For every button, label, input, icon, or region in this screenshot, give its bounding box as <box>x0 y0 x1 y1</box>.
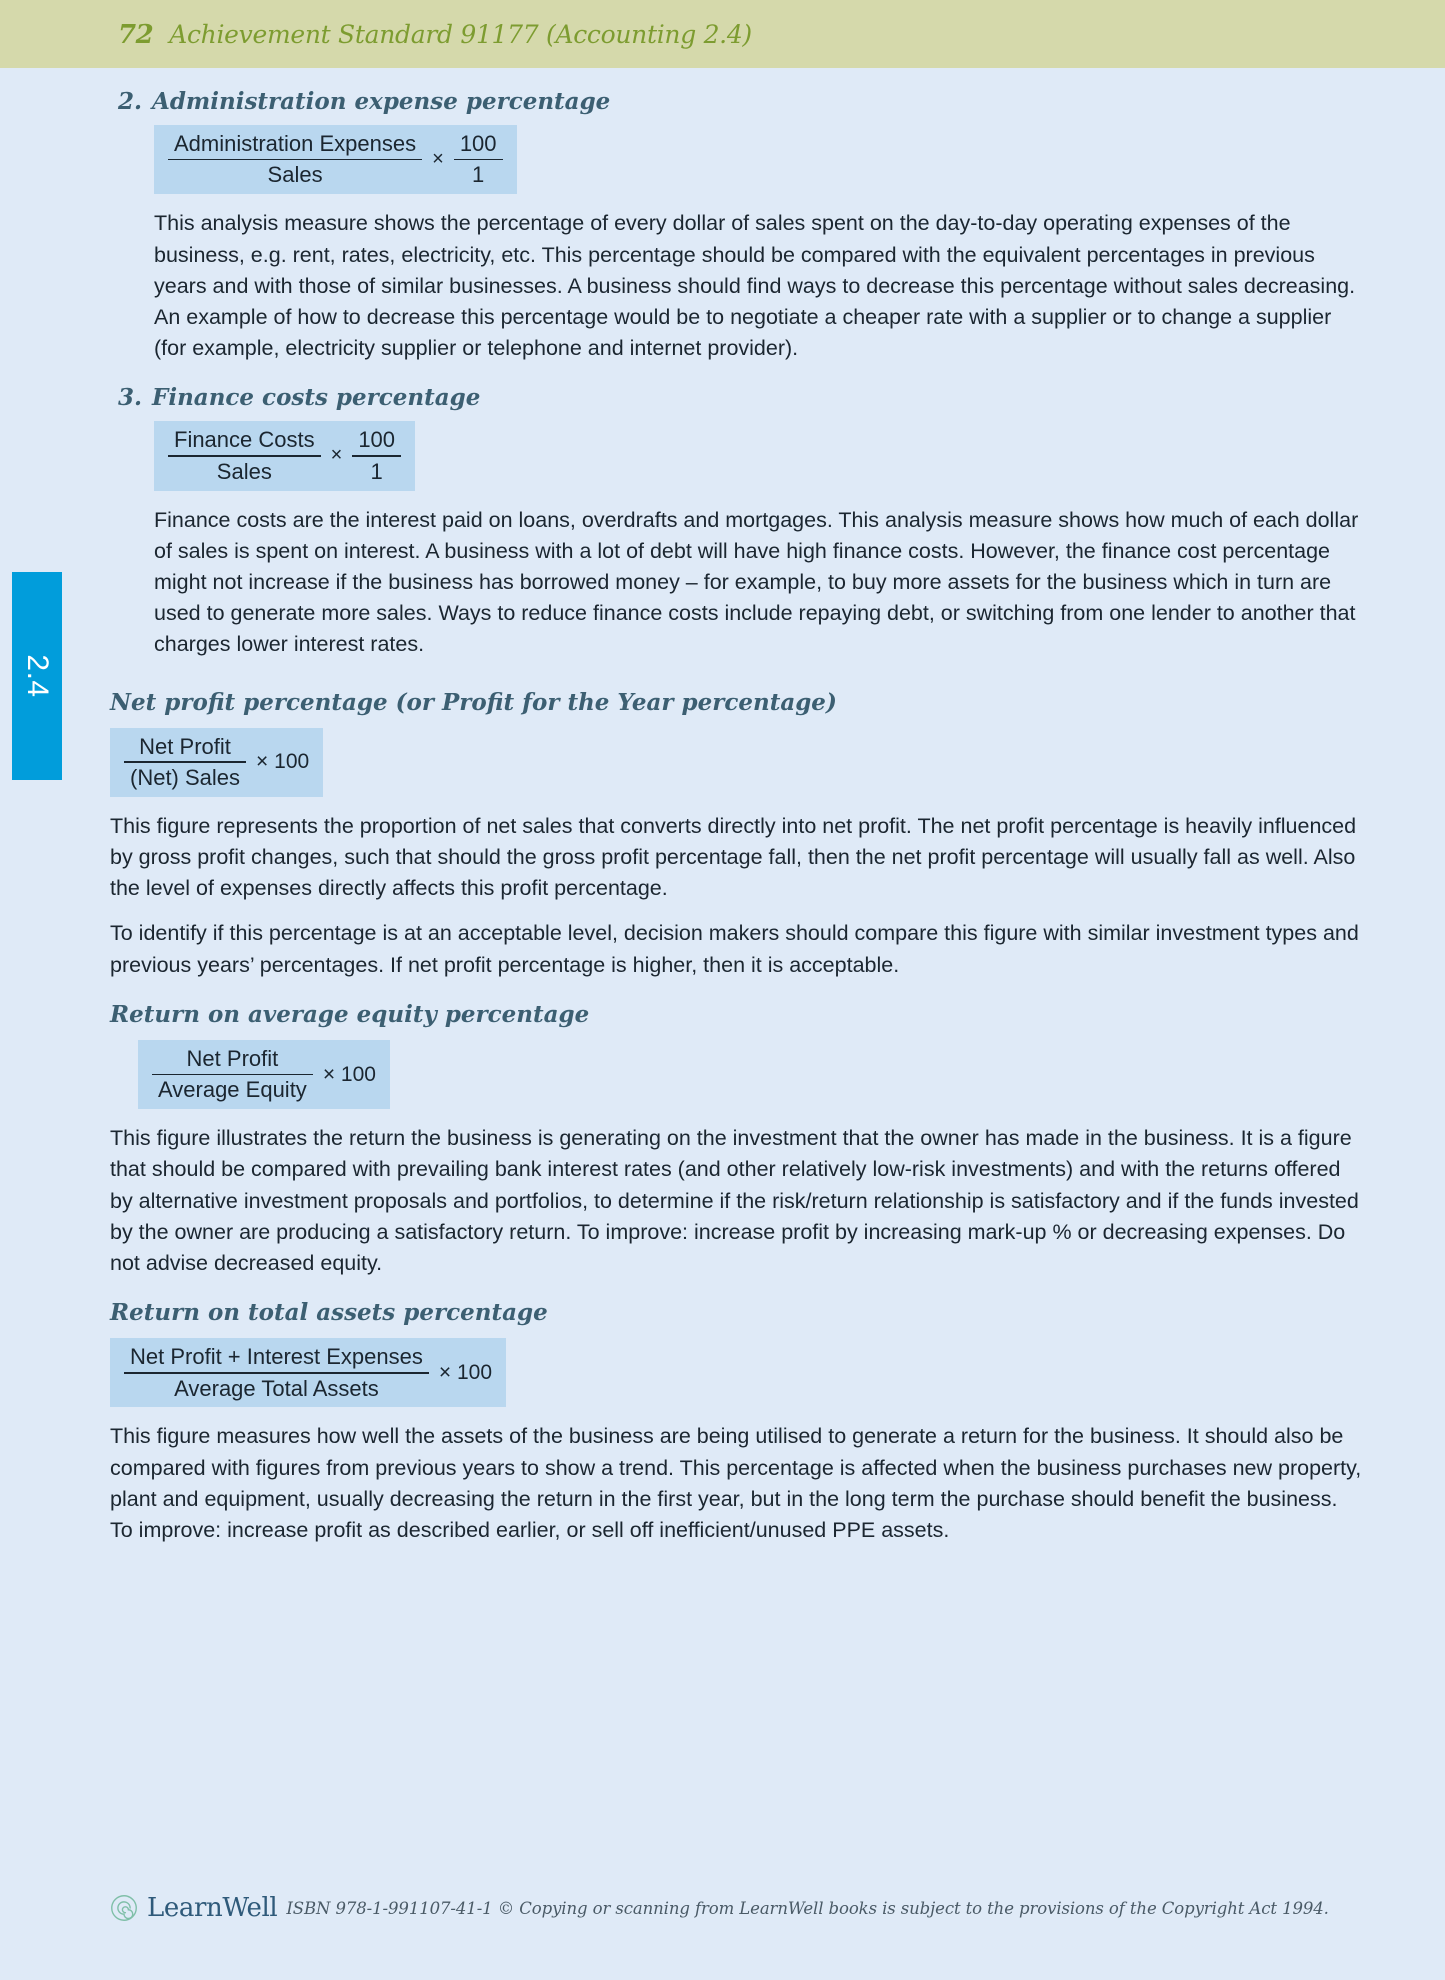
section-number: 2. <box>118 88 143 115</box>
paragraph-return-avg-equity: This figure illustrates the return the business is generating on the investment that the owner has made in the business. It is a figure that should be compared with prevailing bank interest rates (and other relatively low-risk investments) and with the returns offered by alternative investment proposals and portfolios, to determine if the risk/return relationship is satisfactory and if the funds invested by the owner are producing a satisfactory return. To improve: increase profit by increasing mark-up % or decreasing expenses. Do not advise decreased equity. <box>110 1126 1359 1275</box>
paragraph-net-profit-2: To identify if this percentage is at an acceptable level, decision makers should compare this figure with similar investment types and previous years’ percentages. If net profit percentage is higher, then it is acceptable. <box>110 921 1359 977</box>
fraction-main <box>168 131 422 188</box>
fraction-numerator: Net Profit <box>186 1045 279 1071</box>
section-heading-return-avg-equity: Return on average equity percentage <box>110 1000 590 1028</box>
page-number: 72 <box>118 20 154 50</box>
formula-admin-expense-percentage <box>154 125 517 194</box>
section-heading-text: Finance costs percentage <box>152 384 481 412</box>
side-tab-label: 2.4 <box>21 654 54 698</box>
spacer <box>110 675 1365 689</box>
section-heading-net-profit: Net profit percentage (or Profit for the Year percentage) <box>110 688 837 716</box>
spiral-logo-icon <box>110 1894 138 1922</box>
page-footer <box>110 1893 1329 1923</box>
header-content <box>118 20 752 50</box>
section-heading-text: Administration expense percentage <box>152 88 611 115</box>
fraction-numerator: Finance Costs <box>174 427 315 453</box>
fraction-numerator: Administration Expenses <box>174 131 417 156</box>
fraction-denominator: (Net) Sales <box>130 764 241 790</box>
paragraph-admin-expense: This analysis measure shows the percentage of every dollar of sales spent on the day-to-day operating expenses of the business, e.g. rent, rates, electricity, etc. This percentage should be compared with the equivalent percentages in previous years and with those of similar businesses. A business should find ways to decrease this percentage without sales decreasing. An example of how to decrease this percentage would be to negotiate a cheaper rate with a supplier or to change a supplier (for example, electricity supplier or telephone and internet provider). <box>154 211 1356 361</box>
formula-return-on-total-assets <box>110 1338 506 1407</box>
formula-return-on-average-equity <box>138 1040 390 1109</box>
section-heading-finance-costs <box>110 384 1365 411</box>
paragraph-net-profit-1: This figure represents the proportion of net sales that converts directly into net profit. The net profit percentage is heavily influenced by gross profit changes, such that should the gross profit percentage fall, then the net profit percentage will usually fall as well. Also the level of expenses directly affects this profit percentage. <box>110 813 1357 901</box>
fraction-denominator: Average Equity <box>158 1077 307 1103</box>
fraction-main <box>124 1344 429 1401</box>
fraction-numerator: Net Profit <box>139 733 231 759</box>
fraction-factor <box>454 131 503 188</box>
fraction-denominator: Average Total Assets <box>174 1375 379 1401</box>
fraction-main <box>124 734 246 791</box>
brand-name: LearnWell <box>147 1893 278 1923</box>
section-side-tab <box>12 572 62 780</box>
page-header-band <box>0 0 1445 68</box>
section-heading-return-total-assets: Return on total assets percentage <box>110 1299 548 1327</box>
fraction-main <box>152 1046 313 1103</box>
formula-net-profit-percentage <box>110 728 323 797</box>
multiply-operator: × <box>330 444 343 467</box>
page-content <box>110 88 1365 1560</box>
fraction-main <box>168 427 321 484</box>
fraction-factor <box>352 427 401 484</box>
formula-finance-costs-percentage <box>154 421 415 490</box>
factor-numerator: 100 <box>459 131 497 156</box>
section-number: 3. <box>118 384 143 412</box>
paragraph-return-total-assets: This figure measures how well the assets of the business are being utilised to generate a return for the business. It should also be compared with figures from previous years to show a trend. This percentage is affected when the business purchases new property, plant and equipment, usually decreasing the return in the first year, but in the long term the purchase should benefit the business. To improve: increase profit as described earlier, or sell off inefficient/unused PPE assets. <box>110 1424 1362 1542</box>
paragraph-finance-costs: Finance costs are the interest paid on loans, overdrafts and mortgages. This analysis measure shows how much of each dollar of sales is spent on interest. A business with a lot of debt will have high finance costs. However, the finance cost percentage might not increase if the business has borrowed money – for example, to buy more assets for the business which in turn are used to generate more sales. Ways to reduce finance costs include repaying debt, or switching from one lender to another that charges lower interest rates. <box>154 507 1359 657</box>
factor-numerator: 100 <box>358 427 396 453</box>
section-heading-admin-expense <box>110 88 1365 115</box>
page-title: Achievement Standard 91177 (Accounting 2.4) <box>169 20 752 49</box>
copyright-note: ISBN 978-1-991107-41-1 © Copying or scanning from LearnWell books is subject to the provisions of the Copyright Act 1994. <box>286 1898 1329 1918</box>
multiply-operator: × 100 <box>322 1062 376 1086</box>
factor-denominator: 1 <box>472 162 485 188</box>
fraction-denominator: Sales <box>267 162 323 188</box>
fraction-numerator: Net Profit + Interest Expenses <box>130 1344 423 1370</box>
multiply-operator: × 100 <box>256 750 310 774</box>
multiply-operator: × 100 <box>438 1360 493 1384</box>
fraction-denominator: Sales <box>216 458 272 484</box>
multiply-operator: × <box>432 148 444 171</box>
factor-denominator: 1 <box>370 458 383 484</box>
